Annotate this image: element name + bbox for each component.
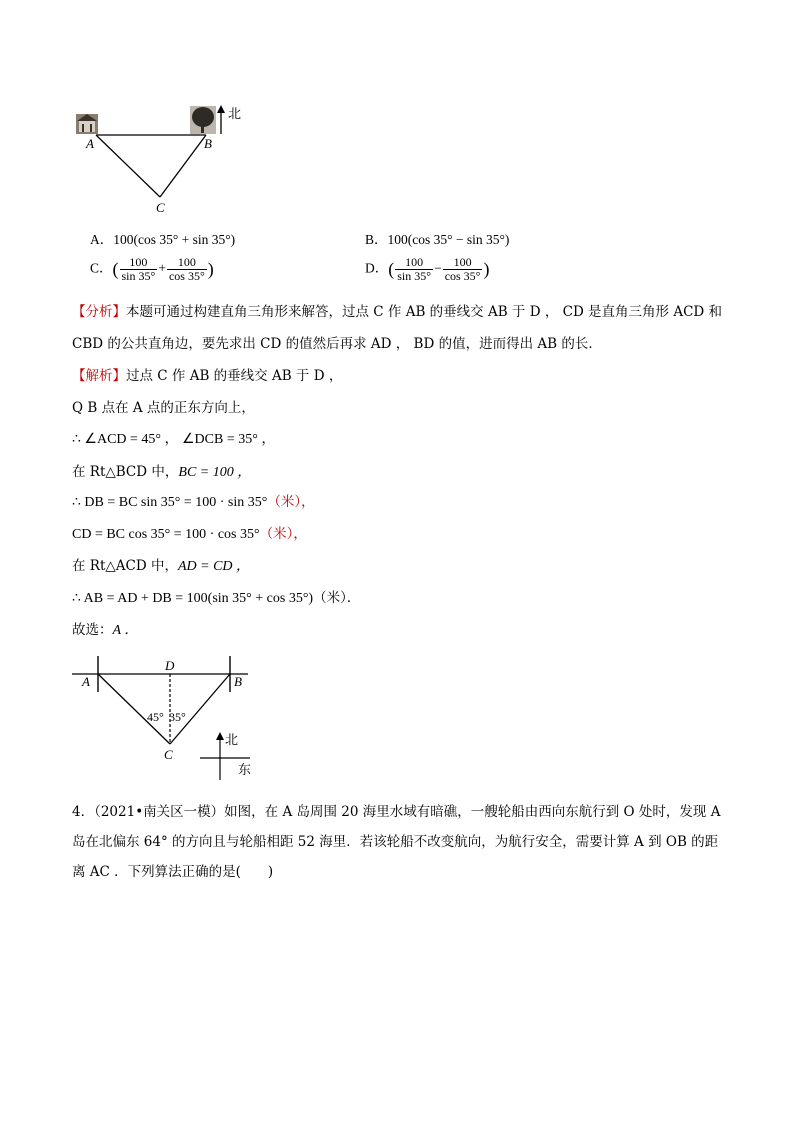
solution-unit-5: （米）， (267, 494, 315, 510)
option-c-frac1: $\frac{100}{\sin 35^\circ}$ (121, 255, 156, 283)
solution-line-2: Q B 点在 A 点的正东方向上， (72, 400, 255, 416)
label-a: A (82, 674, 90, 689)
option-d-frac2: $\frac{100}{\cos 35^\circ}$ (444, 255, 481, 283)
option-d-frac1: $\frac{100}{\sin 35^\circ}$ (397, 255, 432, 283)
option-c-frac2: $\frac{100}{\cos 35^\circ}$ (168, 255, 205, 283)
solution-math-5: ∴ DB = BC sin 35° = 100 · sin 35° (72, 495, 268, 510)
solution-math-4: BC = 100 ， (178, 465, 252, 480)
question4-line-1: 4．（2021•南关区一模）如图，在 A 岛周围 20 海里水域有暗礁，一艘轮船由西向东航行到 O 处时，发现 A (72, 804, 721, 820)
analysis-line-1 (72, 302, 722, 322)
solution-unit-8: （米）． (313, 590, 361, 606)
analysis-text-1: 本题可通过构建直角三角形来解答，过点 C 作 AB 的垂线交 AB 于 D ， CD 是直角三角形 ACD 和 (126, 304, 723, 320)
answer-value: A ． (112, 623, 139, 638)
solution-math-8: ∴ AB = AD + DB = 100(sin 35° + cos 35°) (72, 591, 314, 606)
option-b-letter: B． (365, 232, 388, 247)
question4-line-3: 离 AC ．下列算法正确的是( ) (72, 864, 274, 880)
segment-bc (170, 674, 230, 744)
compass-north-head (216, 732, 224, 740)
north-label: 北 (228, 106, 242, 121)
solution-line-6 (72, 524, 307, 545)
option-c: C．( $\frac{100}{\sin 35^\circ}$ + $\frac{100}{\cos 35^\circ}$ ) (90, 255, 214, 283)
option-a-letter: A． (90, 232, 114, 247)
analysis-line-2 (72, 334, 602, 354)
angle-right: 35° (169, 710, 186, 724)
solution-unit-6: （米）， (259, 526, 307, 542)
north-arrow-head (217, 105, 225, 113)
solution-math-7: AD = CD ， (177, 559, 251, 574)
solution-line-3: ∴ ∠ACD = 45° ， ∠DCB = 35° ， (72, 432, 276, 447)
label-a: A (86, 136, 94, 151)
solution-line-4 (72, 462, 251, 483)
analysis-text-2: CBD 的公共直角边，要先求出 CD 的值然后再求 AD ， BD 的值，进而得出 AB 的长． (72, 336, 602, 352)
label-b: B (204, 136, 212, 151)
option-a-expr: 100(cos 35° + sin 35°) (113, 232, 236, 247)
solution-line-7 (72, 556, 250, 577)
label-c: C (164, 747, 173, 762)
solution-line-9 (72, 620, 138, 641)
solution-line-1 (72, 366, 342, 386)
tree-icon (190, 106, 216, 134)
label-b: B (234, 674, 242, 689)
analysis-tag: 【分析】 (72, 304, 126, 320)
option-b (365, 228, 509, 248)
solution-tag: 【解析】 (72, 368, 126, 384)
pavilion-icon (76, 114, 98, 134)
option-d: D．( $\frac{100}{\sin 35^\circ}$ − $\frac{100}{\cos 35^\circ}$ ) (365, 255, 490, 283)
segment-ac (96, 135, 160, 197)
option-d-letter: D． (365, 260, 389, 276)
solution-math-6: CD = BC cos 35° = 100 · cos 35° (72, 527, 260, 542)
figure-1 (70, 100, 260, 220)
angle-left: 45° (147, 710, 164, 724)
question4-line-2: 岛在北偏东 64° 的方向且与轮船相距 52 海里．若该轮船不改变航向，为航行安全，需要计算 A 到 OB 的距 (72, 834, 719, 850)
segment-bc (160, 135, 206, 197)
option-d-op: − (434, 260, 442, 276)
solution-text-1: 过点 C 作 AB 的垂线交 AB 于 D ， (126, 368, 343, 384)
solution-line-8 (72, 588, 360, 609)
option-c-letter: C． (90, 260, 113, 276)
solution-text-7: 在 Rt△ACD 中， (72, 558, 178, 574)
option-c-op: + (158, 260, 166, 276)
figure-2 (70, 652, 270, 782)
option-b-expr: 100(cos 35° − sin 35°) (387, 232, 510, 247)
compass-north-label: 北 (225, 732, 239, 747)
label-d: D (165, 658, 175, 673)
answer-label: 故选： (72, 622, 113, 638)
option-a (90, 228, 235, 248)
solution-text-4: 在 Rt△BCD 中， (72, 464, 179, 480)
label-c: C (156, 200, 165, 215)
solution-line-5 (72, 492, 315, 513)
compass-east-label: 东 (238, 762, 252, 777)
segment-ac (98, 674, 170, 744)
